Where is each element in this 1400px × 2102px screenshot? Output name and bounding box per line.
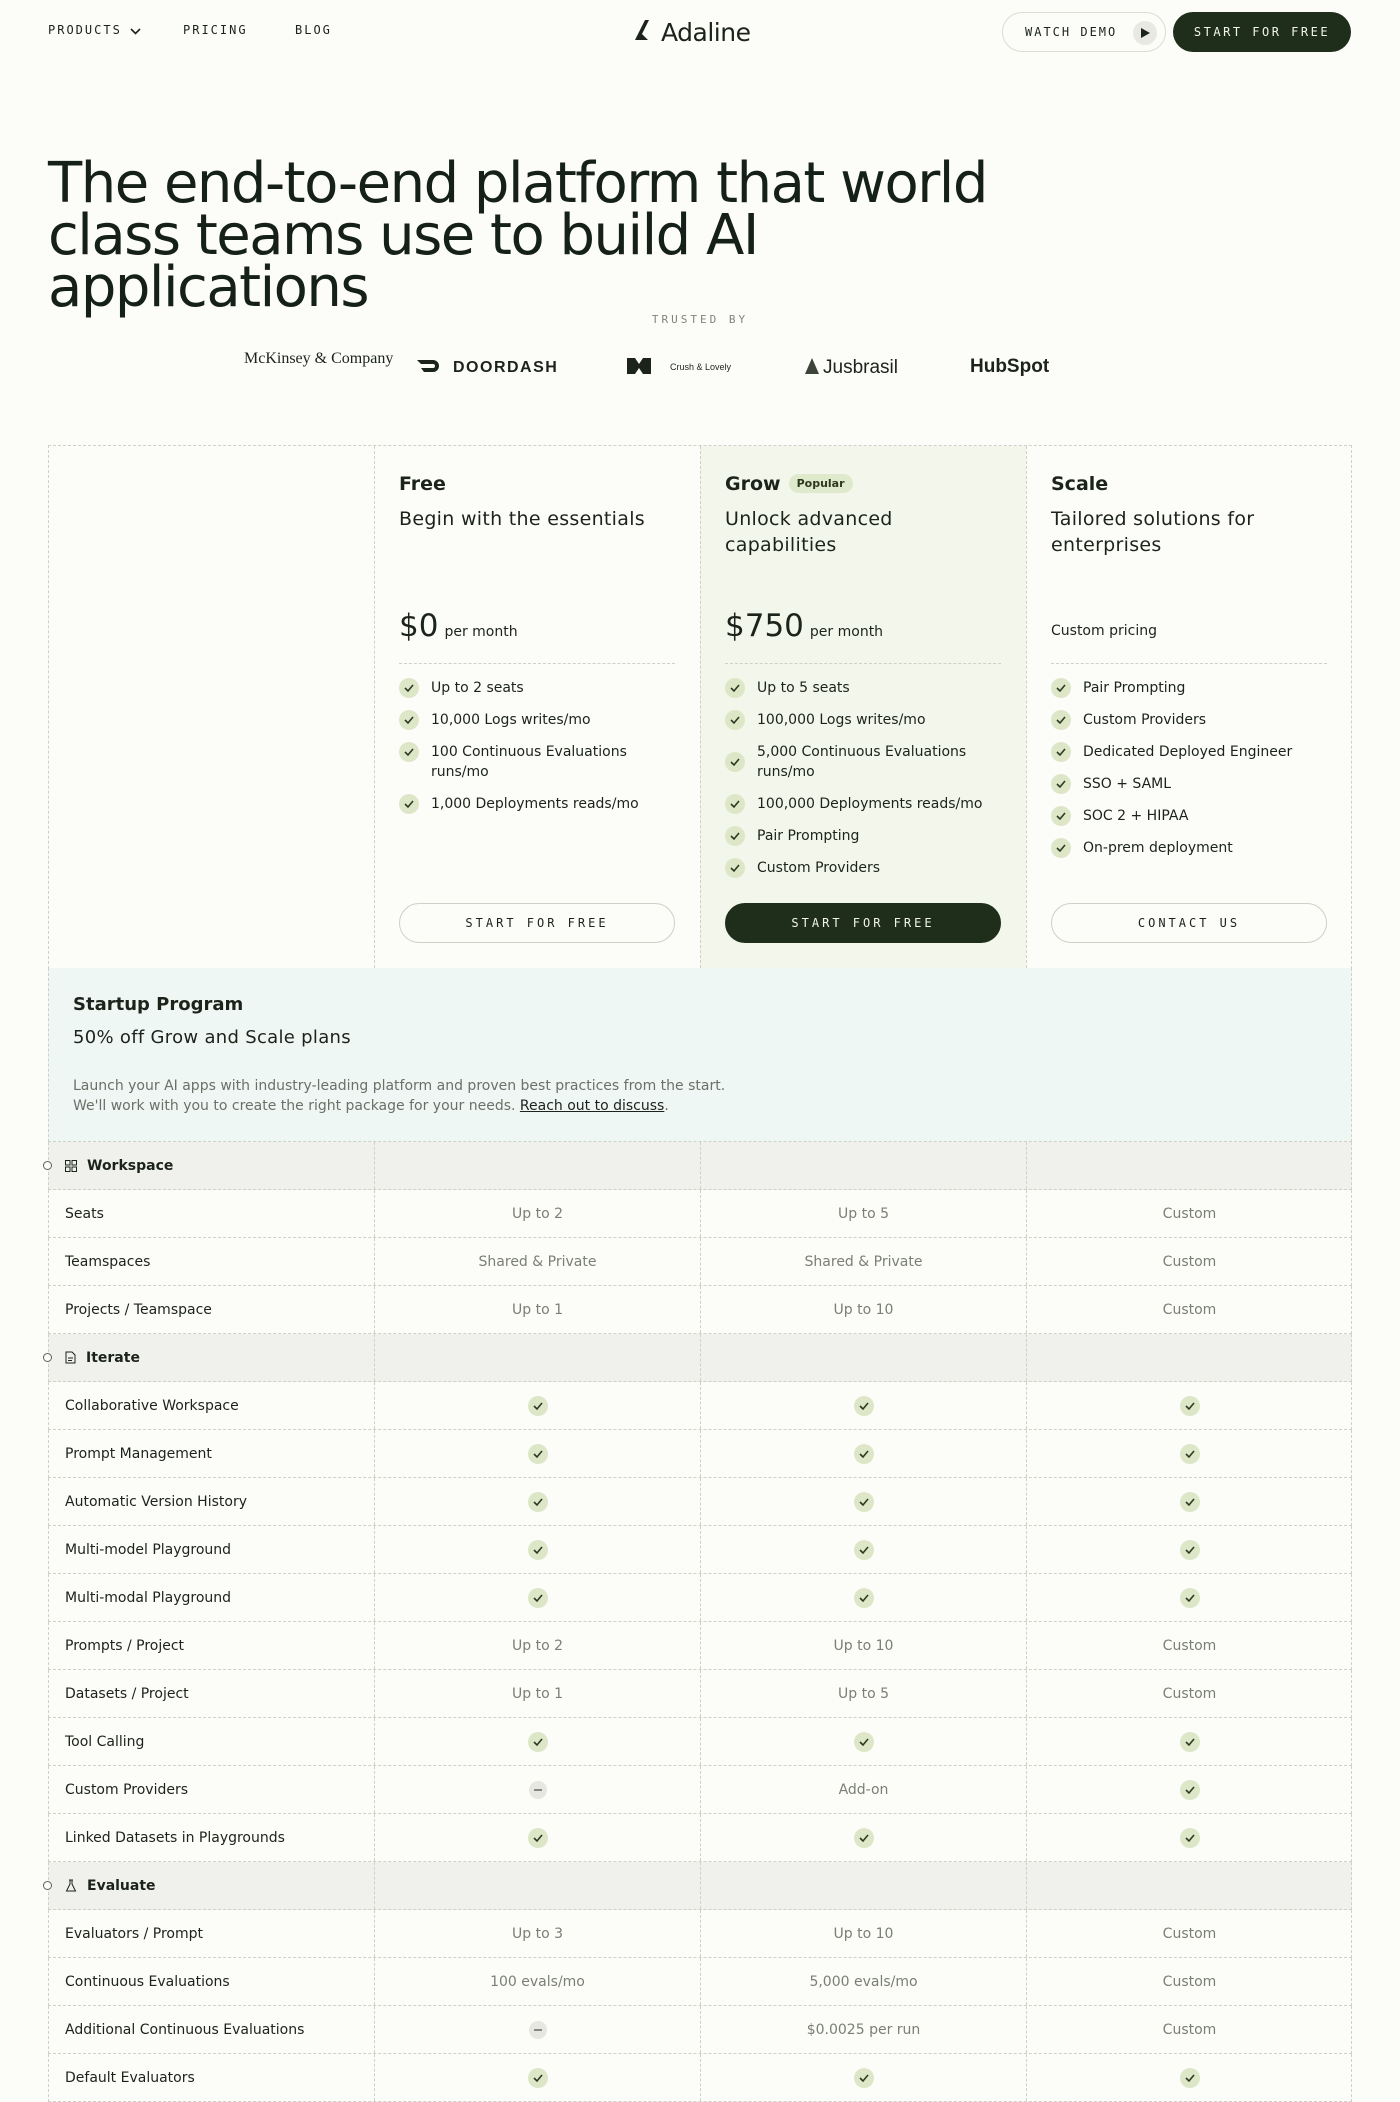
table-cell xyxy=(700,1286,1026,1333)
table-cell xyxy=(700,1238,1026,1285)
feature-name: Datasets / Project xyxy=(65,1685,189,1702)
feature-label: 5,000 Continuous Evaluations runs/mo xyxy=(757,744,967,780)
feature-comparison-table xyxy=(48,1142,1352,2102)
check-icon xyxy=(1180,1396,1200,1416)
check-icon xyxy=(528,1588,548,1608)
feature-label: Dedicated Deployed Engineer xyxy=(1083,744,1293,760)
table-cell xyxy=(700,1670,1026,1717)
document-icon xyxy=(65,1351,76,1364)
startup-program xyxy=(48,968,1352,1142)
check-icon xyxy=(1051,806,1071,826)
table-cell xyxy=(1026,1334,1352,1381)
plan-divider xyxy=(399,663,675,664)
custom-pricing-label: Custom pricing xyxy=(1051,623,1157,639)
table-cell xyxy=(1026,1142,1352,1189)
check-icon xyxy=(1180,1444,1200,1464)
section-label: Evaluate xyxy=(87,1877,156,1894)
start-free-nav-button[interactable]: START FOR FREE xyxy=(1173,12,1351,52)
check-icon xyxy=(1051,710,1071,730)
svg-text:HubSpot: HubSpot xyxy=(970,356,1050,377)
pricing-plans xyxy=(48,445,1352,969)
feature-name: Multi-modal Playground xyxy=(65,1589,232,1606)
cell-value: Custom xyxy=(1162,1637,1217,1654)
check-icon xyxy=(1051,742,1071,762)
table-cell xyxy=(374,1574,700,1621)
table-section-row xyxy=(48,1862,1352,1910)
feature-item xyxy=(399,710,681,730)
feature-name: Evaluators / Prompt xyxy=(65,1925,203,1942)
table-row xyxy=(48,1766,1352,1814)
jusbrasil-logo xyxy=(803,344,903,388)
check-icon xyxy=(399,742,419,762)
feature-name: Prompts / Project xyxy=(65,1637,185,1654)
table-cell xyxy=(700,1382,1026,1429)
feature-label: Up to 5 seats xyxy=(757,680,850,696)
chevron-down-icon xyxy=(130,24,141,38)
table-cell xyxy=(374,1286,700,1333)
check-icon xyxy=(1180,1732,1200,1752)
hero-line-1: The end-to-end platform that world xyxy=(48,151,987,216)
check-icon xyxy=(725,794,745,814)
table-cell xyxy=(374,1958,700,2005)
plan-scale xyxy=(1026,446,1352,968)
table-cell xyxy=(700,1142,1026,1189)
table-row xyxy=(48,1718,1352,1766)
feature-label: SSO + SAML xyxy=(1083,776,1172,792)
table-cell xyxy=(700,1910,1026,1957)
watch-demo-label: WATCH DEMO xyxy=(1025,25,1118,39)
table-cell xyxy=(700,1430,1026,1477)
plan-description: Tailored solutions for enterprises xyxy=(1051,508,1255,556)
table-cell xyxy=(374,1142,700,1189)
contact-us-button[interactable]: CONTACT US xyxy=(1051,903,1327,943)
cell-value: Up to 10 xyxy=(833,1925,894,1942)
feature-label: Pair Prompting xyxy=(1083,680,1186,696)
table-cell xyxy=(374,1334,700,1381)
cell-value: Up to 5 xyxy=(838,1685,889,1702)
check-icon xyxy=(854,1588,874,1608)
feature-name: Collaborative Workspace xyxy=(65,1397,239,1414)
check-icon xyxy=(528,1828,548,1848)
check-icon xyxy=(528,1540,548,1560)
nav-products[interactable] xyxy=(48,23,141,38)
check-icon xyxy=(528,1396,548,1416)
feature-label: On-prem deployment xyxy=(1083,840,1233,856)
plan-features xyxy=(1051,678,1333,870)
plan-price xyxy=(399,608,518,644)
check-icon xyxy=(1051,838,1071,858)
check-icon xyxy=(1051,678,1071,698)
cell-value: Custom xyxy=(1162,1925,1217,1942)
feature-name: Default Evaluators xyxy=(65,2069,195,2086)
table-row xyxy=(48,1814,1352,1862)
flask-icon xyxy=(65,1879,77,1892)
feature-item xyxy=(399,794,681,814)
price-amount: $0 xyxy=(399,608,439,644)
feature-label: SOC 2 + HIPAA xyxy=(1083,808,1189,824)
feature-label: Custom Providers xyxy=(757,860,881,876)
brand-logo[interactable] xyxy=(633,16,750,48)
reach-out-link[interactable]: Reach out to discuss xyxy=(519,1098,665,1114)
table-cell xyxy=(374,1478,700,1525)
table-cell xyxy=(700,1478,1026,1525)
table-row xyxy=(48,1910,1352,1958)
check-icon xyxy=(854,1732,874,1752)
check-icon xyxy=(725,858,745,878)
check-icon xyxy=(854,1492,874,1512)
table-row xyxy=(48,1622,1352,1670)
plan-name: Free xyxy=(399,473,446,495)
check-icon xyxy=(725,678,745,698)
crush-lovely-logo xyxy=(625,344,740,388)
cell-value: Up to 1 xyxy=(512,1301,563,1318)
price-period: per month xyxy=(444,624,518,640)
brand-name: Adaline xyxy=(661,17,751,47)
feature-name: Additional Continuous Evaluations xyxy=(65,2021,305,2038)
table-cell xyxy=(374,1814,700,1861)
startup-subtitle: 50% off Grow and Scale plans xyxy=(73,1027,351,1048)
check-icon xyxy=(528,1444,548,1464)
table-row xyxy=(48,1958,1352,2006)
check-icon xyxy=(854,1828,874,1848)
table-cell xyxy=(700,1766,1026,1813)
plan-free xyxy=(374,446,700,968)
startup-body-end: . xyxy=(664,1098,669,1114)
table-cell xyxy=(1026,1718,1352,1765)
feature-label: 10,000 Logs writes/mo xyxy=(431,712,591,728)
cell-value: Add-on xyxy=(838,1781,889,1798)
table-cell xyxy=(700,1814,1026,1861)
nav-products-label: PRODUCTS xyxy=(48,23,122,37)
check-icon xyxy=(399,678,419,698)
check-icon xyxy=(1180,2068,1200,2088)
grid-icon xyxy=(65,1160,77,1172)
start-free-button[interactable]: START FOR FREE xyxy=(725,903,1001,943)
hero-line-2: class teams use to build AI applications xyxy=(48,203,758,320)
table-cell xyxy=(374,2054,700,2101)
feature-item xyxy=(1051,710,1333,730)
table-cell xyxy=(374,1430,700,1477)
table-cell xyxy=(374,1190,700,1237)
table-cell xyxy=(1026,2054,1352,2101)
not-included-icon xyxy=(529,1781,547,1799)
feature-item xyxy=(725,742,1007,782)
table-cell xyxy=(1026,2006,1352,2053)
cell-value: Custom xyxy=(1162,1973,1217,1990)
cell-value: Up to 5 xyxy=(838,1205,889,1222)
startup-body-line-2: We'll work with you to create the right package for your needs. xyxy=(73,1098,516,1114)
cell-value: Custom xyxy=(1162,1685,1217,1702)
feature-name: Teamspaces xyxy=(65,1253,151,1270)
table-cell xyxy=(1026,1862,1352,1909)
svg-text:DOORDASH: DOORDASH xyxy=(453,359,559,376)
nav-blog[interactable]: BLOG xyxy=(295,23,332,37)
feature-label: 100 Continuous Evaluations runs/mo xyxy=(431,744,627,780)
check-icon xyxy=(725,710,745,730)
table-cell xyxy=(374,1622,700,1669)
cell-value: 100 evals/mo xyxy=(490,1973,585,1990)
feature-item xyxy=(1051,774,1333,794)
table-cell xyxy=(1026,1382,1352,1429)
cell-value: Up to 3 xyxy=(512,1925,563,1942)
check-icon xyxy=(1180,1780,1200,1800)
check-icon xyxy=(1180,1540,1200,1560)
table-cell xyxy=(700,1334,1026,1381)
feature-label: Pair Prompting xyxy=(757,828,860,844)
pricing-empty-column xyxy=(49,446,374,968)
check-icon xyxy=(854,2068,874,2088)
customer-logos xyxy=(0,344,1400,388)
check-icon xyxy=(854,1540,874,1560)
adaline-mark-icon xyxy=(633,18,653,46)
start-free-button[interactable]: START FOR FREE xyxy=(399,903,675,943)
feature-label: Custom Providers xyxy=(1083,712,1207,728)
table-row xyxy=(48,1526,1352,1574)
plan-divider xyxy=(1051,663,1327,664)
top-nav xyxy=(0,0,1400,64)
feature-item xyxy=(725,678,1007,698)
table-cell xyxy=(374,1718,700,1765)
table-section-row xyxy=(48,1142,1352,1190)
check-icon xyxy=(1051,774,1071,794)
table-cell xyxy=(1026,1478,1352,1525)
table-cell xyxy=(700,1622,1026,1669)
check-icon xyxy=(725,826,745,846)
feature-label: 100,000 Logs writes/mo xyxy=(757,712,926,728)
cell-value: Shared & Private xyxy=(804,1253,923,1270)
table-cell xyxy=(1026,1430,1352,1477)
plan-features xyxy=(725,678,1007,890)
check-icon xyxy=(528,1732,548,1752)
cell-value: Custom xyxy=(1162,2021,1217,2038)
feature-item xyxy=(725,858,1007,878)
table-row xyxy=(48,2054,1352,2102)
table-row xyxy=(48,2006,1352,2054)
feature-item xyxy=(725,710,1007,730)
price-amount: $750 xyxy=(725,608,804,644)
table-cell xyxy=(374,1526,700,1573)
doordash-logo xyxy=(415,344,560,388)
svg-text:Crush & Lovely: Crush & Lovely xyxy=(670,362,732,372)
svg-text:McKinsey & Company: McKinsey & Company xyxy=(244,350,394,367)
plan-description: Begin with the essentials xyxy=(399,508,645,530)
table-cell xyxy=(1026,1190,1352,1237)
nav-pricing[interactable]: PRICING xyxy=(183,23,248,37)
table-cell xyxy=(374,1910,700,1957)
table-cell xyxy=(700,1862,1026,1909)
check-icon xyxy=(854,1444,874,1464)
feature-label: 100,000 Deployments reads/mo xyxy=(757,796,983,812)
plan-name: Scale xyxy=(1051,473,1109,495)
table-row xyxy=(48,1478,1352,1526)
check-icon xyxy=(528,2068,548,2088)
feature-name: Linked Datasets in Playgrounds xyxy=(65,1829,285,1846)
startup-body xyxy=(73,1076,773,1116)
table-cell xyxy=(700,1574,1026,1621)
play-icon xyxy=(1133,21,1157,45)
table-cell xyxy=(374,1670,700,1717)
table-cell xyxy=(374,1382,700,1429)
table-cell xyxy=(700,1190,1026,1237)
plan-name xyxy=(725,473,853,495)
cell-value: Up to 10 xyxy=(833,1637,894,1654)
table-cell xyxy=(374,1238,700,1285)
table-row xyxy=(48,1286,1352,1334)
table-row xyxy=(48,1574,1352,1622)
section-label: Iterate xyxy=(86,1349,140,1366)
table-cell xyxy=(1026,1574,1352,1621)
cell-value: Up to 2 xyxy=(512,1637,563,1654)
feature-label: 1,000 Deployments reads/mo xyxy=(431,796,639,812)
feature-item xyxy=(725,794,1007,814)
watch-demo-button[interactable] xyxy=(1002,12,1166,52)
table-cell xyxy=(1026,1958,1352,2005)
table-section-row xyxy=(48,1334,1352,1382)
cell-value: $0.0025 per run xyxy=(806,2021,921,2038)
feature-item xyxy=(1051,806,1333,826)
cell-value: Custom xyxy=(1162,1253,1217,1270)
table-cell xyxy=(700,1958,1026,2005)
table-cell xyxy=(374,1766,700,1813)
check-icon xyxy=(399,794,419,814)
plan-description: Unlock advanced capabilities xyxy=(725,508,893,556)
feature-name: Custom Providers xyxy=(65,1781,189,1798)
mckinsey-logo xyxy=(240,344,394,388)
not-included-icon xyxy=(529,2021,547,2039)
feature-item xyxy=(399,742,681,782)
feature-item xyxy=(399,678,681,698)
check-icon xyxy=(399,710,419,730)
startup-body-line-1: Launch your AI apps with industry-leading platform and proven best practices from the start. xyxy=(73,1078,726,1094)
popular-badge: Popular xyxy=(789,474,853,493)
section-label-cell xyxy=(49,1334,374,1381)
plan-divider xyxy=(725,663,1001,664)
feature-name: Prompt Management xyxy=(65,1445,212,1462)
check-icon xyxy=(528,1492,548,1512)
table-cell xyxy=(700,1526,1026,1573)
feature-item xyxy=(1051,838,1333,858)
feature-name: Projects / Teamspace xyxy=(65,1301,212,1318)
table-cell xyxy=(700,2054,1026,2101)
table-row xyxy=(48,1382,1352,1430)
check-icon xyxy=(1180,1828,1200,1848)
feature-name: Multi-model Playground xyxy=(65,1541,232,1558)
feature-label: Up to 2 seats xyxy=(431,680,524,696)
plan-grow xyxy=(700,446,1026,968)
table-cell xyxy=(1026,1670,1352,1717)
table-cell xyxy=(1026,1286,1352,1333)
plan-price xyxy=(725,608,883,644)
check-icon xyxy=(725,752,745,772)
cell-value: 5,000 evals/mo xyxy=(809,1973,918,1990)
feature-name: Automatic Version History xyxy=(65,1493,247,1510)
table-cell xyxy=(1026,1910,1352,1957)
feature-name: Continuous Evaluations xyxy=(65,1973,230,1990)
table-cell xyxy=(1026,1814,1352,1861)
table-cell xyxy=(1026,1766,1352,1813)
plan-features xyxy=(399,678,681,826)
svg-text:Jusbrasil: Jusbrasil xyxy=(823,357,898,378)
table-row xyxy=(48,1430,1352,1478)
table-cell xyxy=(374,1862,700,1909)
trusted-by-label: TRUSTED BY xyxy=(651,313,749,326)
feature-item xyxy=(725,826,1007,846)
section-label-cell xyxy=(49,1142,374,1189)
section-label: Workspace xyxy=(87,1157,174,1174)
table-cell xyxy=(700,2006,1026,2053)
table-cell xyxy=(1026,1238,1352,1285)
hubspot-logo xyxy=(968,344,1063,388)
cell-value: Shared & Private xyxy=(478,1253,597,1270)
feature-item xyxy=(1051,678,1333,698)
cell-value: Custom xyxy=(1162,1205,1217,1222)
table-cell xyxy=(1026,1526,1352,1573)
cell-value: Up to 10 xyxy=(833,1301,894,1318)
check-icon xyxy=(1180,1492,1200,1512)
cell-value: Up to 2 xyxy=(512,1205,563,1222)
feature-name: Tool Calling xyxy=(65,1733,145,1750)
table-cell xyxy=(374,2006,700,2053)
cell-value: Custom xyxy=(1162,1301,1217,1318)
feature-name: Seats xyxy=(65,1205,104,1222)
feature-item xyxy=(1051,742,1333,762)
cell-value: Up to 1 xyxy=(512,1685,563,1702)
section-label-cell xyxy=(49,1862,374,1909)
table-row xyxy=(48,1670,1352,1718)
check-icon xyxy=(1180,1588,1200,1608)
startup-title: Startup Program xyxy=(73,994,244,1015)
table-cell xyxy=(1026,1622,1352,1669)
table-row xyxy=(48,1238,1352,1286)
price-period: per month xyxy=(809,624,884,640)
table-row xyxy=(48,1190,1352,1238)
check-icon xyxy=(854,1396,874,1416)
table-cell xyxy=(700,1718,1026,1765)
plan-name-label: Grow xyxy=(725,473,781,495)
